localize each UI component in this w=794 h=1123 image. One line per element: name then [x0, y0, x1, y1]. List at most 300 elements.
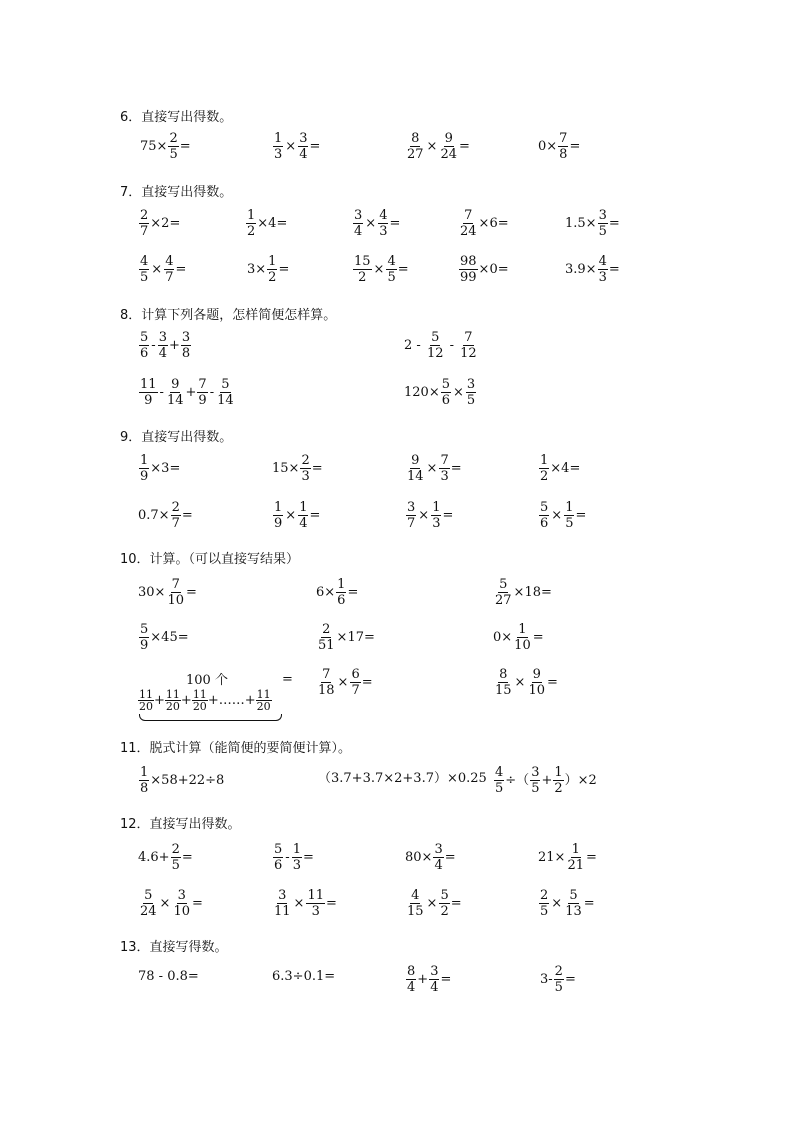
denominator: 4: [299, 147, 308, 162]
fraction: [138, 689, 154, 712]
q6-item-2: [272, 132, 320, 161]
q13-item-4: [540, 965, 576, 994]
q12-r1-item-1: [138, 843, 193, 872]
fraction: [273, 132, 283, 161]
denominator: 3: [292, 858, 301, 873]
denominator: 14: [217, 393, 234, 408]
operator-text: +: [154, 693, 165, 708]
numerator: 1: [565, 500, 574, 515]
operator-text: =: [608, 216, 620, 231]
q9-r1-item-4: [538, 454, 580, 483]
fraction: [558, 132, 568, 161]
fraction: [406, 501, 416, 530]
fraction: [431, 501, 441, 530]
numerator: 1: [540, 453, 549, 468]
denominator: 5: [466, 393, 476, 408]
operator-text: =: [547, 675, 558, 690]
fraction: [256, 689, 272, 712]
operator-text: ×2=: [150, 216, 181, 231]
denominator: 2: [358, 270, 367, 285]
denominator: 14: [407, 469, 424, 484]
fraction: [459, 209, 478, 238]
operator-text: =: [569, 139, 581, 154]
operator-text: =: [309, 139, 321, 154]
q13-item-2: 6.3÷0.1=: [272, 969, 336, 984]
fraction: [459, 331, 478, 360]
fraction: [139, 766, 149, 795]
fraction: [139, 331, 149, 360]
denominator: 4: [299, 516, 308, 531]
numerator: 1: [432, 500, 441, 515]
fraction: [166, 578, 185, 607]
numerator: 7: [464, 330, 473, 345]
fraction: [439, 132, 458, 161]
operator-text: =: [564, 972, 576, 987]
q12-r2-item-4: [538, 889, 595, 918]
fraction: [406, 454, 425, 483]
numerator: 11: [139, 688, 153, 701]
operator-text: =: [389, 216, 401, 231]
q10-r3-item-1: [316, 668, 373, 697]
operator-text: +: [207, 693, 219, 708]
operator-text: 0×: [493, 630, 513, 645]
sum-equals: =: [282, 672, 293, 687]
numerator: 1: [247, 208, 256, 223]
fraction: [172, 889, 191, 918]
q7-heading: 7．直接写出得数。: [120, 185, 233, 200]
fraction: [426, 331, 445, 360]
operator-text: ×18=: [513, 585, 552, 600]
denominator: 7: [165, 270, 174, 285]
numerator: 11: [192, 688, 207, 701]
numerator: 8: [411, 131, 420, 146]
fraction: [494, 668, 513, 697]
numerator: 5: [499, 577, 508, 592]
operator-text: =: [309, 508, 321, 523]
q11-expr-3: [493, 766, 597, 795]
numerator: 1: [337, 577, 346, 592]
denominator: 8: [140, 781, 149, 796]
fraction: [598, 255, 608, 284]
operator-text: =: [442, 508, 454, 523]
operator-text: -: [151, 338, 156, 353]
numerator: 4: [140, 254, 149, 269]
operator-text: 75×: [140, 139, 168, 154]
q8-expr-2: [404, 331, 479, 360]
fraction: [378, 209, 388, 238]
fraction: [300, 454, 310, 483]
fraction: [439, 454, 449, 483]
denominator: 10: [173, 904, 190, 919]
fraction: [139, 623, 149, 652]
fraction: [406, 889, 425, 918]
denominator: 15: [495, 683, 512, 698]
numerator: 2: [322, 622, 331, 637]
denominator: 7: [171, 516, 180, 531]
fraction: [459, 255, 478, 284]
operator-text: +: [244, 693, 256, 708]
denominator: 6: [140, 346, 149, 361]
numerator: 15: [354, 254, 371, 269]
numerator: 11: [307, 888, 324, 903]
numerator: 9: [171, 377, 180, 392]
numerator: 5: [540, 500, 549, 515]
numerator: 7: [440, 453, 449, 468]
denominator: 5: [565, 516, 574, 531]
operator-text: ×: [426, 461, 438, 476]
denominator: 4: [434, 858, 443, 873]
fraction: [164, 255, 174, 284]
denominator: 9: [274, 516, 283, 531]
numerator: 5: [441, 377, 450, 392]
q10-heading: 10．计算。（可以直接写结果）: [120, 552, 300, 567]
numerator: 8: [407, 964, 416, 979]
q13-item-3: [405, 965, 451, 994]
operator-text: =: [608, 262, 620, 277]
denominator: 3: [379, 224, 388, 239]
q9-r2-item-4: [538, 501, 586, 530]
numerator: 3: [354, 208, 363, 223]
denominator: 15: [407, 904, 424, 919]
numerator: 3: [430, 964, 439, 979]
numerator: 7: [464, 208, 473, 223]
denominator: 20: [139, 700, 153, 713]
numerator: 4: [379, 208, 388, 223]
q9-r2-item-1: [138, 501, 193, 530]
denominator: 20: [256, 700, 271, 713]
q10-r1-item-2: [316, 578, 358, 607]
operator-text: =: [192, 896, 203, 911]
operator-text: ×: [551, 896, 563, 911]
q10-r2-item-2: [316, 623, 375, 652]
denominator: 5: [169, 147, 178, 162]
operator-text: =: [179, 139, 191, 154]
operator-text: ×0=: [478, 262, 509, 277]
numerator: 5: [274, 842, 283, 857]
fraction: [566, 843, 585, 872]
fraction: [139, 454, 149, 483]
fraction: [494, 766, 504, 795]
denominator: 24: [460, 224, 477, 239]
numerator: 1: [554, 765, 563, 780]
fraction: [353, 209, 363, 238]
fraction: [494, 578, 513, 607]
q7-r1-item-4: [458, 209, 509, 238]
operator-text: 0×: [538, 139, 558, 154]
denominator: 9: [198, 393, 207, 408]
q7-r2-item-1: [138, 255, 186, 284]
numerator: 5: [569, 888, 578, 903]
fraction: [513, 623, 532, 652]
numerator: 2: [554, 964, 563, 979]
denominator: 3: [598, 270, 607, 285]
operator-text: +: [185, 385, 197, 400]
operator-text: ×: [293, 896, 305, 911]
fraction: [564, 501, 574, 530]
denominator: 18: [318, 683, 335, 698]
operator-text: ×: [285, 139, 297, 154]
denominator: 5: [531, 781, 540, 796]
denominator: 6: [274, 858, 283, 873]
denominator: 4: [430, 980, 439, 995]
numerator: 7: [559, 131, 568, 146]
fraction: [165, 689, 181, 712]
fraction: [433, 843, 443, 872]
numerator: 3: [177, 888, 186, 903]
operator-text: ×: [426, 139, 438, 154]
operator-text: =: [585, 850, 597, 865]
fraction: [273, 501, 283, 530]
fraction: [539, 889, 549, 918]
fraction: [166, 378, 185, 407]
q11-heading: 11．脱式计算（能简便的要简便计算）。: [120, 741, 352, 756]
fraction: [554, 965, 564, 994]
numerator: 1: [274, 500, 283, 515]
denominator: 9: [140, 638, 149, 653]
numerator: 3: [598, 208, 607, 223]
denominator: 13: [565, 904, 582, 919]
fraction: [273, 843, 283, 872]
numerator: 3: [181, 330, 191, 345]
denominator: 5: [387, 270, 396, 285]
numerator: 2: [301, 453, 310, 468]
fraction: [439, 889, 449, 918]
denominator: 12: [426, 346, 444, 361]
q12-r1-item-2: [272, 843, 314, 872]
numerator: 5: [440, 888, 449, 903]
fraction: [466, 378, 476, 407]
operator-text: =: [347, 585, 359, 600]
fraction: [139, 889, 158, 918]
operator-text: 2 -: [404, 338, 425, 353]
q9-r1-item-2: [272, 454, 323, 483]
q13-heading: 13．直接写得数。: [120, 940, 228, 955]
denominator: 5: [171, 858, 180, 873]
numerator: 5: [431, 330, 440, 345]
operator-text: 1.5×: [565, 216, 597, 231]
operator-text: +: [168, 338, 180, 353]
operator-text: ……: [218, 693, 245, 708]
fraction: [564, 889, 583, 918]
denominator: 7: [407, 516, 416, 531]
q6-item-1: [140, 132, 191, 161]
q11-expr-2: （3.7+3.7×2+3.7）×0.25: [318, 771, 487, 786]
denominator: 5: [495, 781, 504, 796]
fraction: [336, 578, 346, 607]
numerator: 3: [158, 330, 167, 345]
operator-text: ×: [426, 896, 438, 911]
numerator: 1: [292, 842, 301, 857]
operator-text: 3-: [540, 972, 553, 987]
underbrace: [139, 714, 282, 721]
denominator: 24: [140, 904, 157, 919]
q6-heading: 6．直接写出得数。: [120, 110, 233, 125]
numerator: 1: [268, 254, 277, 269]
q7-r1-item-1: [138, 209, 180, 238]
denominator: 2: [440, 904, 449, 919]
operator-text: =: [181, 508, 193, 523]
fraction: [292, 843, 302, 872]
q12-r2-item-3: [405, 889, 462, 918]
fraction: [139, 209, 149, 238]
denominator: 3: [301, 469, 310, 484]
fraction: [306, 889, 325, 918]
numerator: 9: [411, 453, 420, 468]
numerator: 11: [140, 377, 157, 392]
fraction: [527, 668, 546, 697]
operator-text: 6×: [316, 585, 336, 600]
q7-r2-item-2: [247, 255, 289, 284]
denominator: 2: [540, 469, 549, 484]
q8-expr-3: [138, 378, 236, 407]
fraction: [530, 766, 540, 795]
denominator: 9: [144, 393, 153, 408]
operator-text: -: [285, 850, 290, 865]
denominator: 4: [407, 980, 416, 995]
operator-text: ×: [514, 675, 526, 690]
denominator: 10: [514, 638, 531, 653]
numerator: 9: [532, 667, 541, 682]
fraction: [539, 454, 549, 483]
operator-text: 21×: [538, 850, 566, 865]
numerator: 4: [598, 254, 607, 269]
operator-text: =: [532, 630, 544, 645]
numerator: 9: [444, 131, 453, 146]
fraction: [139, 378, 158, 407]
denominator: 6: [441, 393, 450, 408]
q9-r2-item-3: [405, 501, 453, 530]
operator-text: =: [311, 461, 323, 476]
q8-expr-1: [138, 331, 192, 360]
operator-text: +: [541, 773, 553, 788]
numerator: 4: [495, 765, 504, 780]
operator-text: ×4=: [257, 216, 288, 231]
numerator: 7: [171, 577, 180, 592]
fraction: [350, 668, 360, 697]
numerator: 1: [140, 453, 149, 468]
q6-item-3: [405, 132, 470, 161]
q12-r1-item-4: [538, 843, 597, 872]
numerator: 6: [351, 667, 360, 682]
operator-text: =: [459, 139, 470, 154]
fraction: [353, 255, 372, 284]
q7-r1-item-2: [245, 209, 287, 238]
operator-text: ×: [159, 896, 171, 911]
q12-r2-item-2: [272, 889, 337, 918]
fraction: [197, 378, 207, 407]
q7-r2-item-5: [565, 255, 620, 284]
q12-r1-item-3: [405, 843, 456, 872]
operator-text: ×4=: [550, 461, 581, 476]
denominator: 5: [540, 904, 549, 919]
q7-r2-item-4: [458, 255, 509, 284]
numerator: 11: [165, 688, 180, 701]
fraction: [598, 209, 608, 238]
term-count-label: 100 个: [186, 673, 228, 688]
denominator: 4: [354, 224, 363, 239]
operator-text: =: [302, 850, 314, 865]
numerator: 1: [140, 765, 149, 780]
q9-r1-item-1: [138, 454, 180, 483]
operator-text: =: [450, 461, 462, 476]
numerator: 1: [299, 500, 308, 515]
fraction: [317, 668, 336, 697]
operator-text: =: [440, 972, 452, 987]
numerator: 2: [171, 842, 180, 857]
denominator: 10: [167, 593, 184, 608]
fraction: [192, 689, 208, 712]
operator-text: ×: [365, 216, 377, 231]
denominator: 99: [460, 270, 477, 285]
operator-text: =: [361, 675, 373, 690]
operator-text: =: [397, 262, 409, 277]
operator-text: =: [181, 850, 193, 865]
fraction: [406, 132, 425, 161]
fraction: [181, 331, 191, 360]
operator-text: =: [583, 896, 595, 911]
operator-text: ×: [151, 262, 163, 277]
fraction: [441, 378, 451, 407]
operator-text: ÷（: [505, 773, 530, 788]
operator-text: 15×: [272, 461, 300, 476]
numerator: 3: [299, 131, 308, 146]
fraction: [216, 378, 235, 407]
operator-text: ×: [285, 508, 297, 523]
denominator: 9: [140, 469, 149, 484]
denominator: 7: [351, 683, 360, 698]
denominator: 2: [554, 781, 563, 796]
fraction: [539, 501, 549, 530]
denominator: 20: [192, 700, 207, 713]
numerator: 98: [460, 254, 477, 269]
q11-expr-1: [138, 766, 224, 795]
fraction: [246, 209, 256, 238]
q10-r2-item-3: [493, 623, 544, 652]
operator-text: 4.6+: [138, 850, 170, 865]
denominator: 3: [274, 147, 283, 162]
operator-text: +: [180, 693, 192, 708]
denominator: 6: [540, 516, 549, 531]
operator-text: ×: [418, 508, 430, 523]
operator-text: 3.9×: [565, 262, 597, 277]
denominator: 6: [337, 593, 346, 608]
q9-r2-item-2: [272, 501, 320, 530]
operator-text: ×: [453, 385, 464, 400]
numerator: 3: [531, 765, 540, 780]
operator-text: =: [175, 262, 187, 277]
denominator: 4: [158, 346, 167, 361]
denominator: 3: [311, 904, 320, 919]
denominator: 2: [247, 224, 256, 239]
fraction: [317, 623, 336, 652]
operator-text: ×58+22÷8: [150, 773, 225, 788]
operator-text: =: [575, 508, 587, 523]
operator-text: 120×: [404, 385, 440, 400]
fraction: [139, 255, 149, 284]
operator-text: -: [159, 385, 164, 400]
fraction: [386, 255, 396, 284]
numerator: 5: [221, 377, 230, 392]
operator-text: =: [450, 896, 462, 911]
numerator: 4: [411, 888, 420, 903]
numerator: 5: [140, 330, 149, 345]
q7-r1-item-5: [565, 209, 620, 238]
fraction: [168, 132, 178, 161]
operator-text: ×3=: [150, 461, 181, 476]
operator-text: =: [444, 850, 456, 865]
denominator: 27: [495, 593, 512, 608]
denominator: 27: [407, 147, 424, 162]
